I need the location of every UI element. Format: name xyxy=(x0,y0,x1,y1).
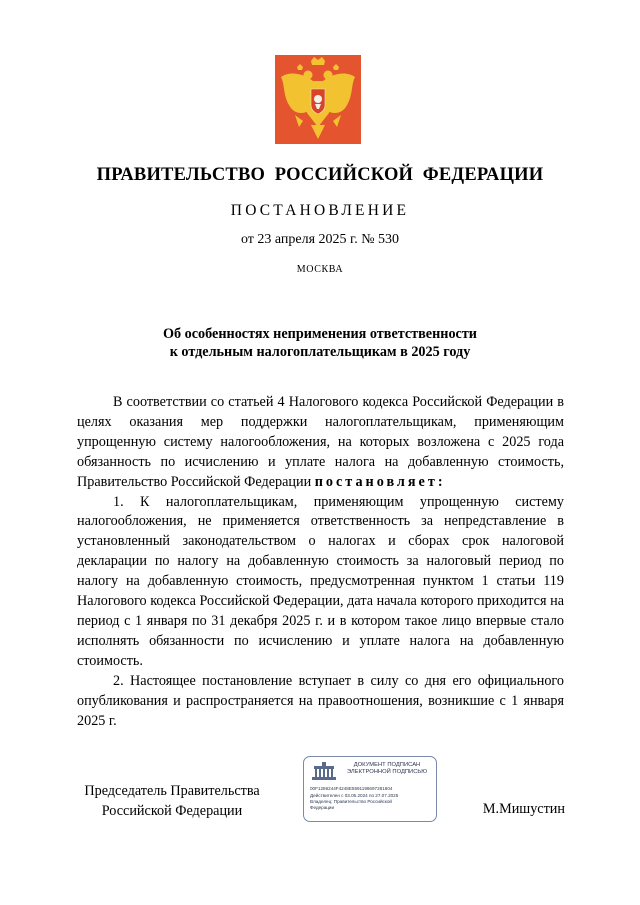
item-1-paragraph: 1. К налогоплательщикам, применяющим упрощенную систему налогообложения, не применяется ответственность за непредставление в установленный законодательством о налогах и сборах срок налоговой декларации по налогу на добавленную стоимость за налоговый период по налогу на добавленную стоимость, предусмотренная пунктом 1 статьи 119 Налогового кодекса Российской Федерации, дата начала которого приходится на период с 1 января по 31 декабря 2025 г. и в котором такое лицо впервые стало исполнять обязанности по исчислению и уплате налога на добавленную стоимость. xyxy=(77,493,564,669)
russian-coat-of-arms-icon xyxy=(275,55,361,144)
document-body xyxy=(77,393,564,731)
stamp-owner-line-1: Владелец: Правительство Российской xyxy=(310,799,392,804)
building-emblem-icon xyxy=(310,762,338,780)
stamp-certificate: 00F1286244F4248E5591196697281604 xyxy=(310,786,393,791)
preamble-text: В соответствии со статьей 4 Налогового кодекса Российской Федерации в целях оказания мер поддержки налогоплательщикам, применяющим упрощенную систему налогообложения, на которых возложена с 2025 года обязанность по исчислению и уплате налога на добавленную стоимость, Правительство Российской Федерации xyxy=(77,394,564,490)
item-2-paragraph: 2. Настоящее постановление вступает в силу со дня его официального опубликования и распространяется на правоотношения, возникшие с 1 января 2025 г. xyxy=(77,672,564,729)
electronic-signature-stamp xyxy=(303,756,437,822)
stamp-owner-line-2: Федерации xyxy=(310,805,335,810)
position-line-1: Председатель Правительства xyxy=(84,783,260,799)
document-type: ПОСТАНОВЛЕНИЕ xyxy=(230,202,410,219)
stamp-title-line-1: ДОКУМЕНТ ПОДПИСАН xyxy=(353,762,421,768)
signatory-name: М.Мишустин xyxy=(482,801,565,817)
position-line-2: Российской Федерации xyxy=(101,803,243,819)
stamp-title xyxy=(340,762,434,776)
government-title: ПРАВИТЕЛЬСТВО РОССИЙСКОЙ ФЕДЕРАЦИИ xyxy=(96,165,544,185)
heading-line-2: к отдельным налогоплательщикам в 2025 году xyxy=(169,344,471,360)
document-city: МОСКВА xyxy=(296,264,344,275)
signatory-position xyxy=(77,781,267,821)
stamp-title-line-2: ЭЛЕКТРОННОЙ ПОДПИСЬЮ xyxy=(346,769,428,776)
decree-word: постановляет: xyxy=(314,473,446,490)
heading-line-1: Об особенностях неприменения ответственности xyxy=(162,326,477,342)
document-date-number: от 23 апреля 2025 г. № 530 xyxy=(240,232,400,247)
document-heading xyxy=(0,325,640,361)
stamp-validity: Действителен с 03.05.2024 по 27.07.2025 xyxy=(310,793,399,798)
preamble-paragraph xyxy=(77,393,564,493)
